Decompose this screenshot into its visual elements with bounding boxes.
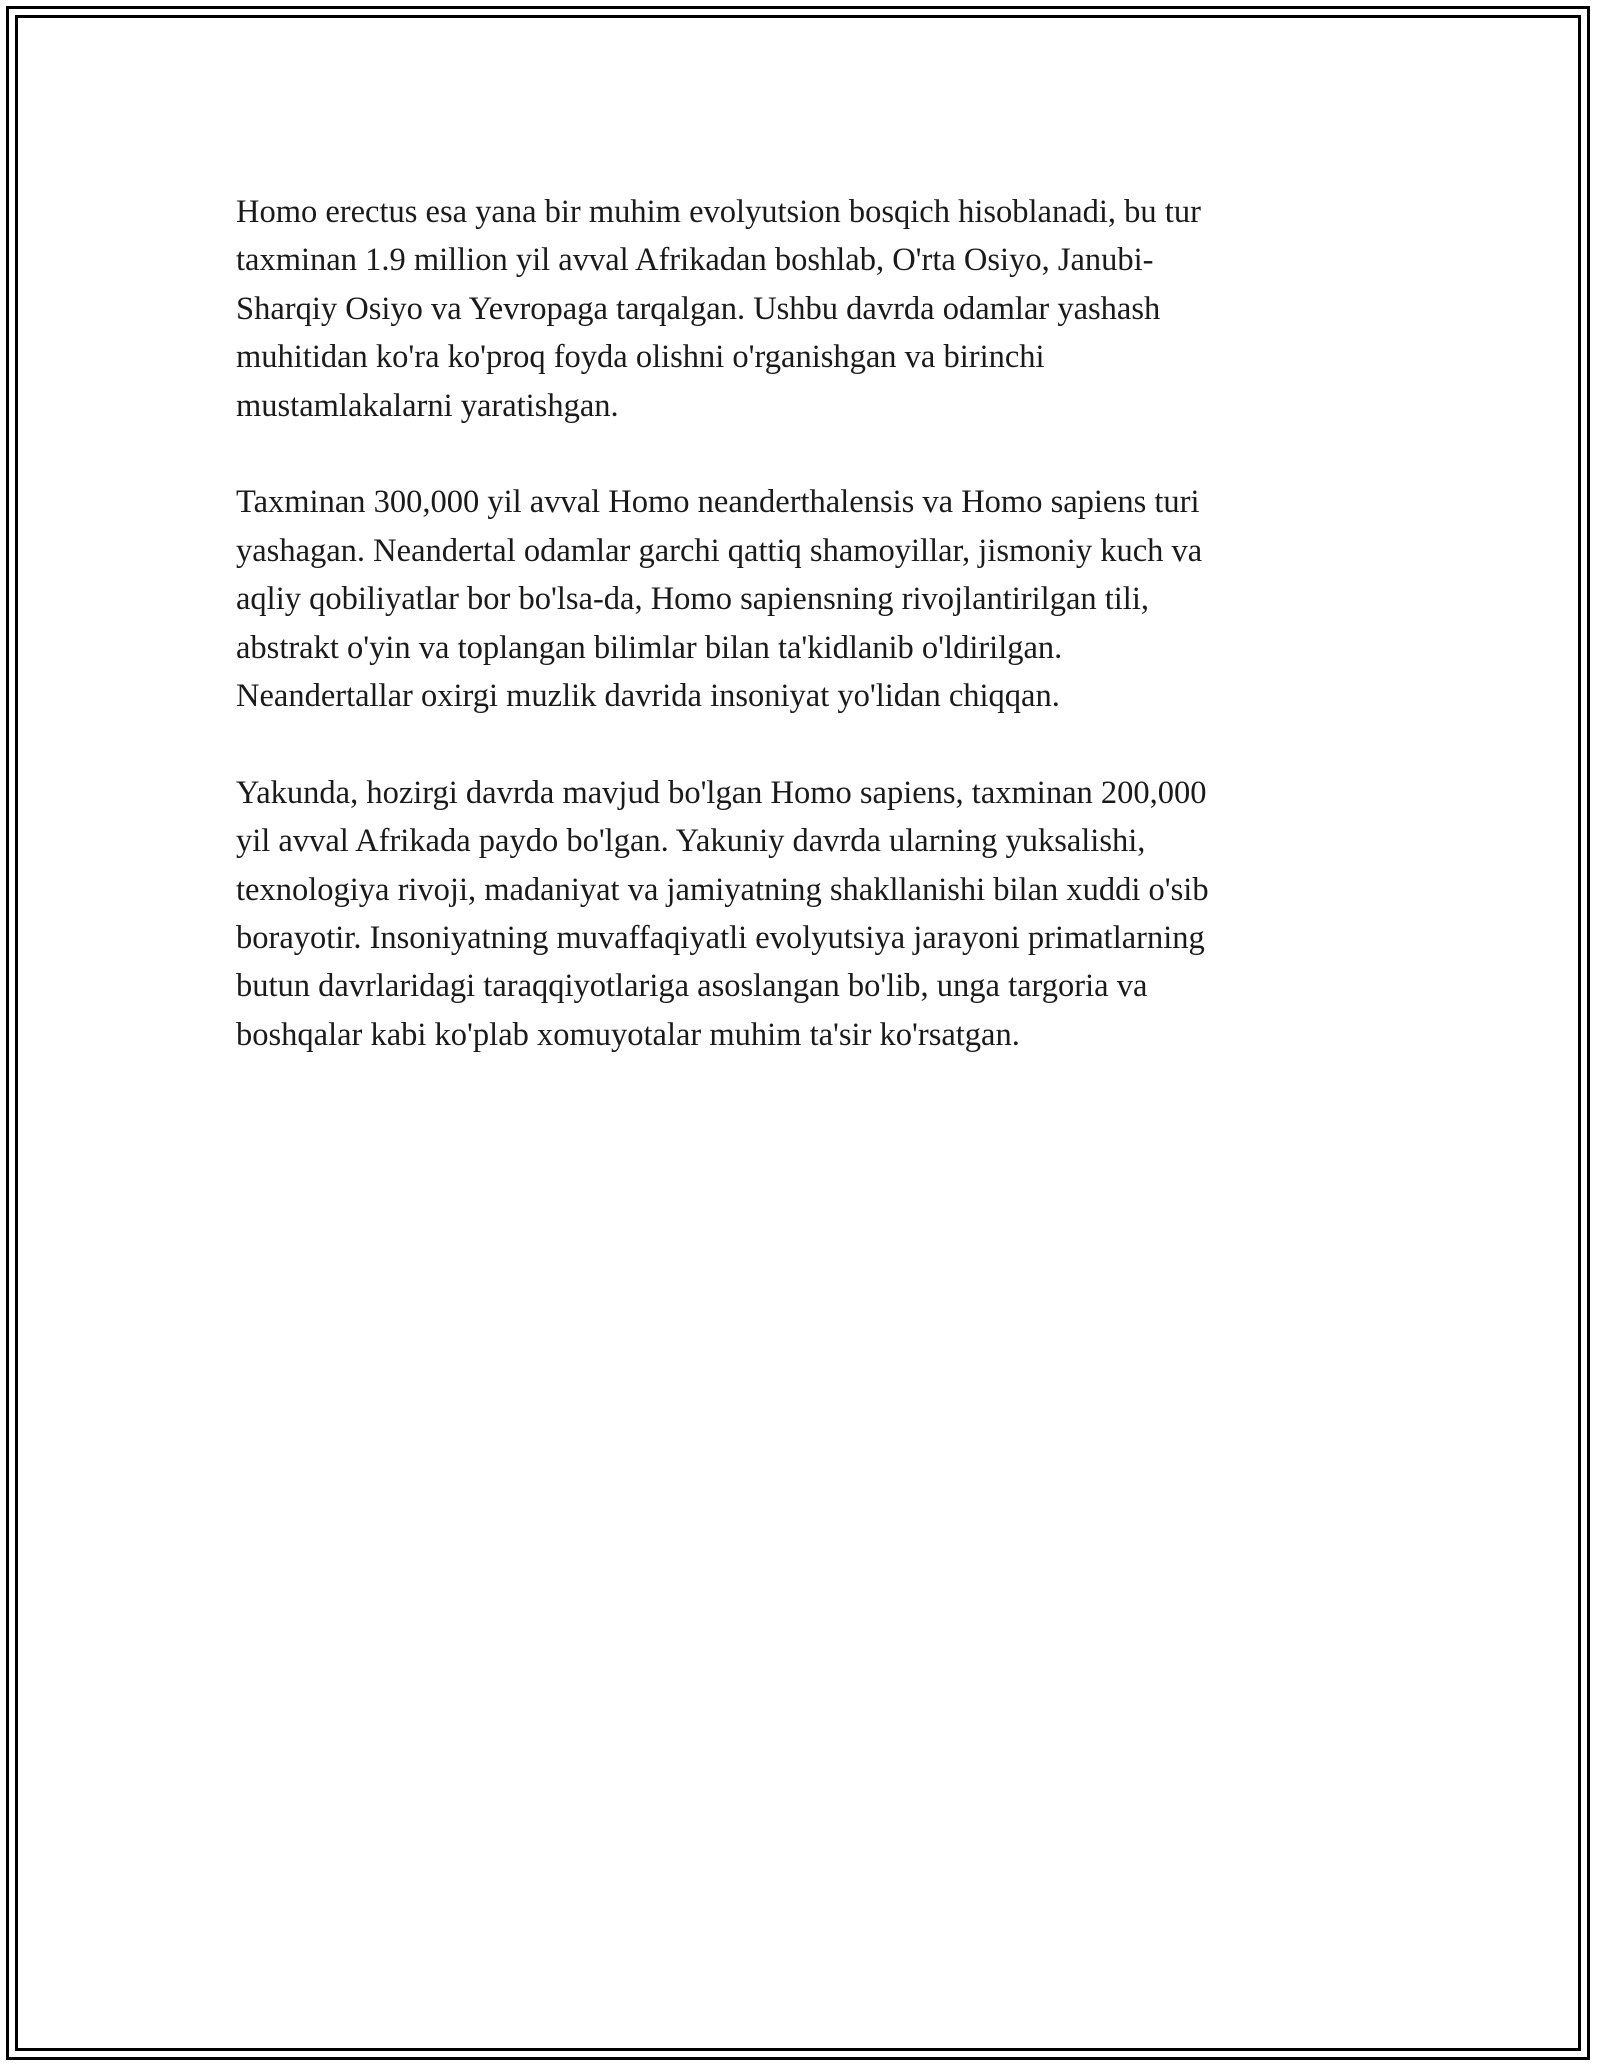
paragraph-3 <box>236 769 1366 1059</box>
paragraph-line: Sharqiy Osiyo va Yevropaga tarqalgan. Ushbu davrda odamlar yashash <box>236 290 1161 327</box>
paragraph-line: texnologiya rivoji, madaniyat va jamiyatning shakllanishi bilan xuddi o'sib <box>236 871 1209 908</box>
paragraph-line: yashagan. Neandertal odamlar garchi qattiq shamoyillar, jismoniy kuch va <box>236 532 1203 569</box>
paragraph-line: boshqalar kabi ko'plab xomuyotalar muhim ta'sir ko'rsatgan. <box>236 1016 1020 1053</box>
paragraph-line: Taxminan 300,000 yil avval Homo neanderthalensis va Homo sapiens turi <box>236 484 1200 521</box>
paragraph-line: muhitidan ko'ra ko'proq foyda olishni o'rganishgan va birinchi <box>236 339 1045 376</box>
paragraph-line: borayotir. Insoniyatning muvaffaqiyatli evolyutsiya jarayoni primatlarning <box>236 920 1205 957</box>
paragraph-2 <box>236 478 1366 720</box>
paragraph-line: butun davrlaridagi taraqqiyotlariga asoslangan bo'lib, unga targoria va <box>236 968 1148 1005</box>
paragraph-line: Yakunda, hozirgi davrda mavjud bo'lgan Homo sapiens, taxminan 200,000 <box>236 774 1207 811</box>
paragraph-line: mustamlakalarni yaratishgan. <box>236 387 619 424</box>
paragraph-line: yil avval Afrikada paydo bo'lgan. Yakuniy davrda ularning yuksalishi, <box>236 823 1146 860</box>
paragraph-line: taxminan 1.9 million yil avval Afrikadan boshlab, O'rta Osiyo, Janubi- <box>236 242 1154 279</box>
paragraph-line: abstrakt o'yin va toplangan bilimlar bilan ta'kidlanib o'ldirilgan. <box>236 629 1063 666</box>
paragraph-line: Homo erectus esa yana bir muhim evolyutsion bosqich hisoblanadi, bu tur <box>236 194 1201 230</box>
paragraph-line: aqliy qobiliyatlar bor bo'lsa-da, Homo sapiensning rivojlantirilgan tili, <box>236 581 1149 618</box>
document-body <box>236 188 1366 1108</box>
paragraph-1 <box>236 188 1366 430</box>
paragraph-line: Neandertallar oxirgi muzlik davrida insoniyat yo'lidan chiqqan. <box>236 678 1060 715</box>
